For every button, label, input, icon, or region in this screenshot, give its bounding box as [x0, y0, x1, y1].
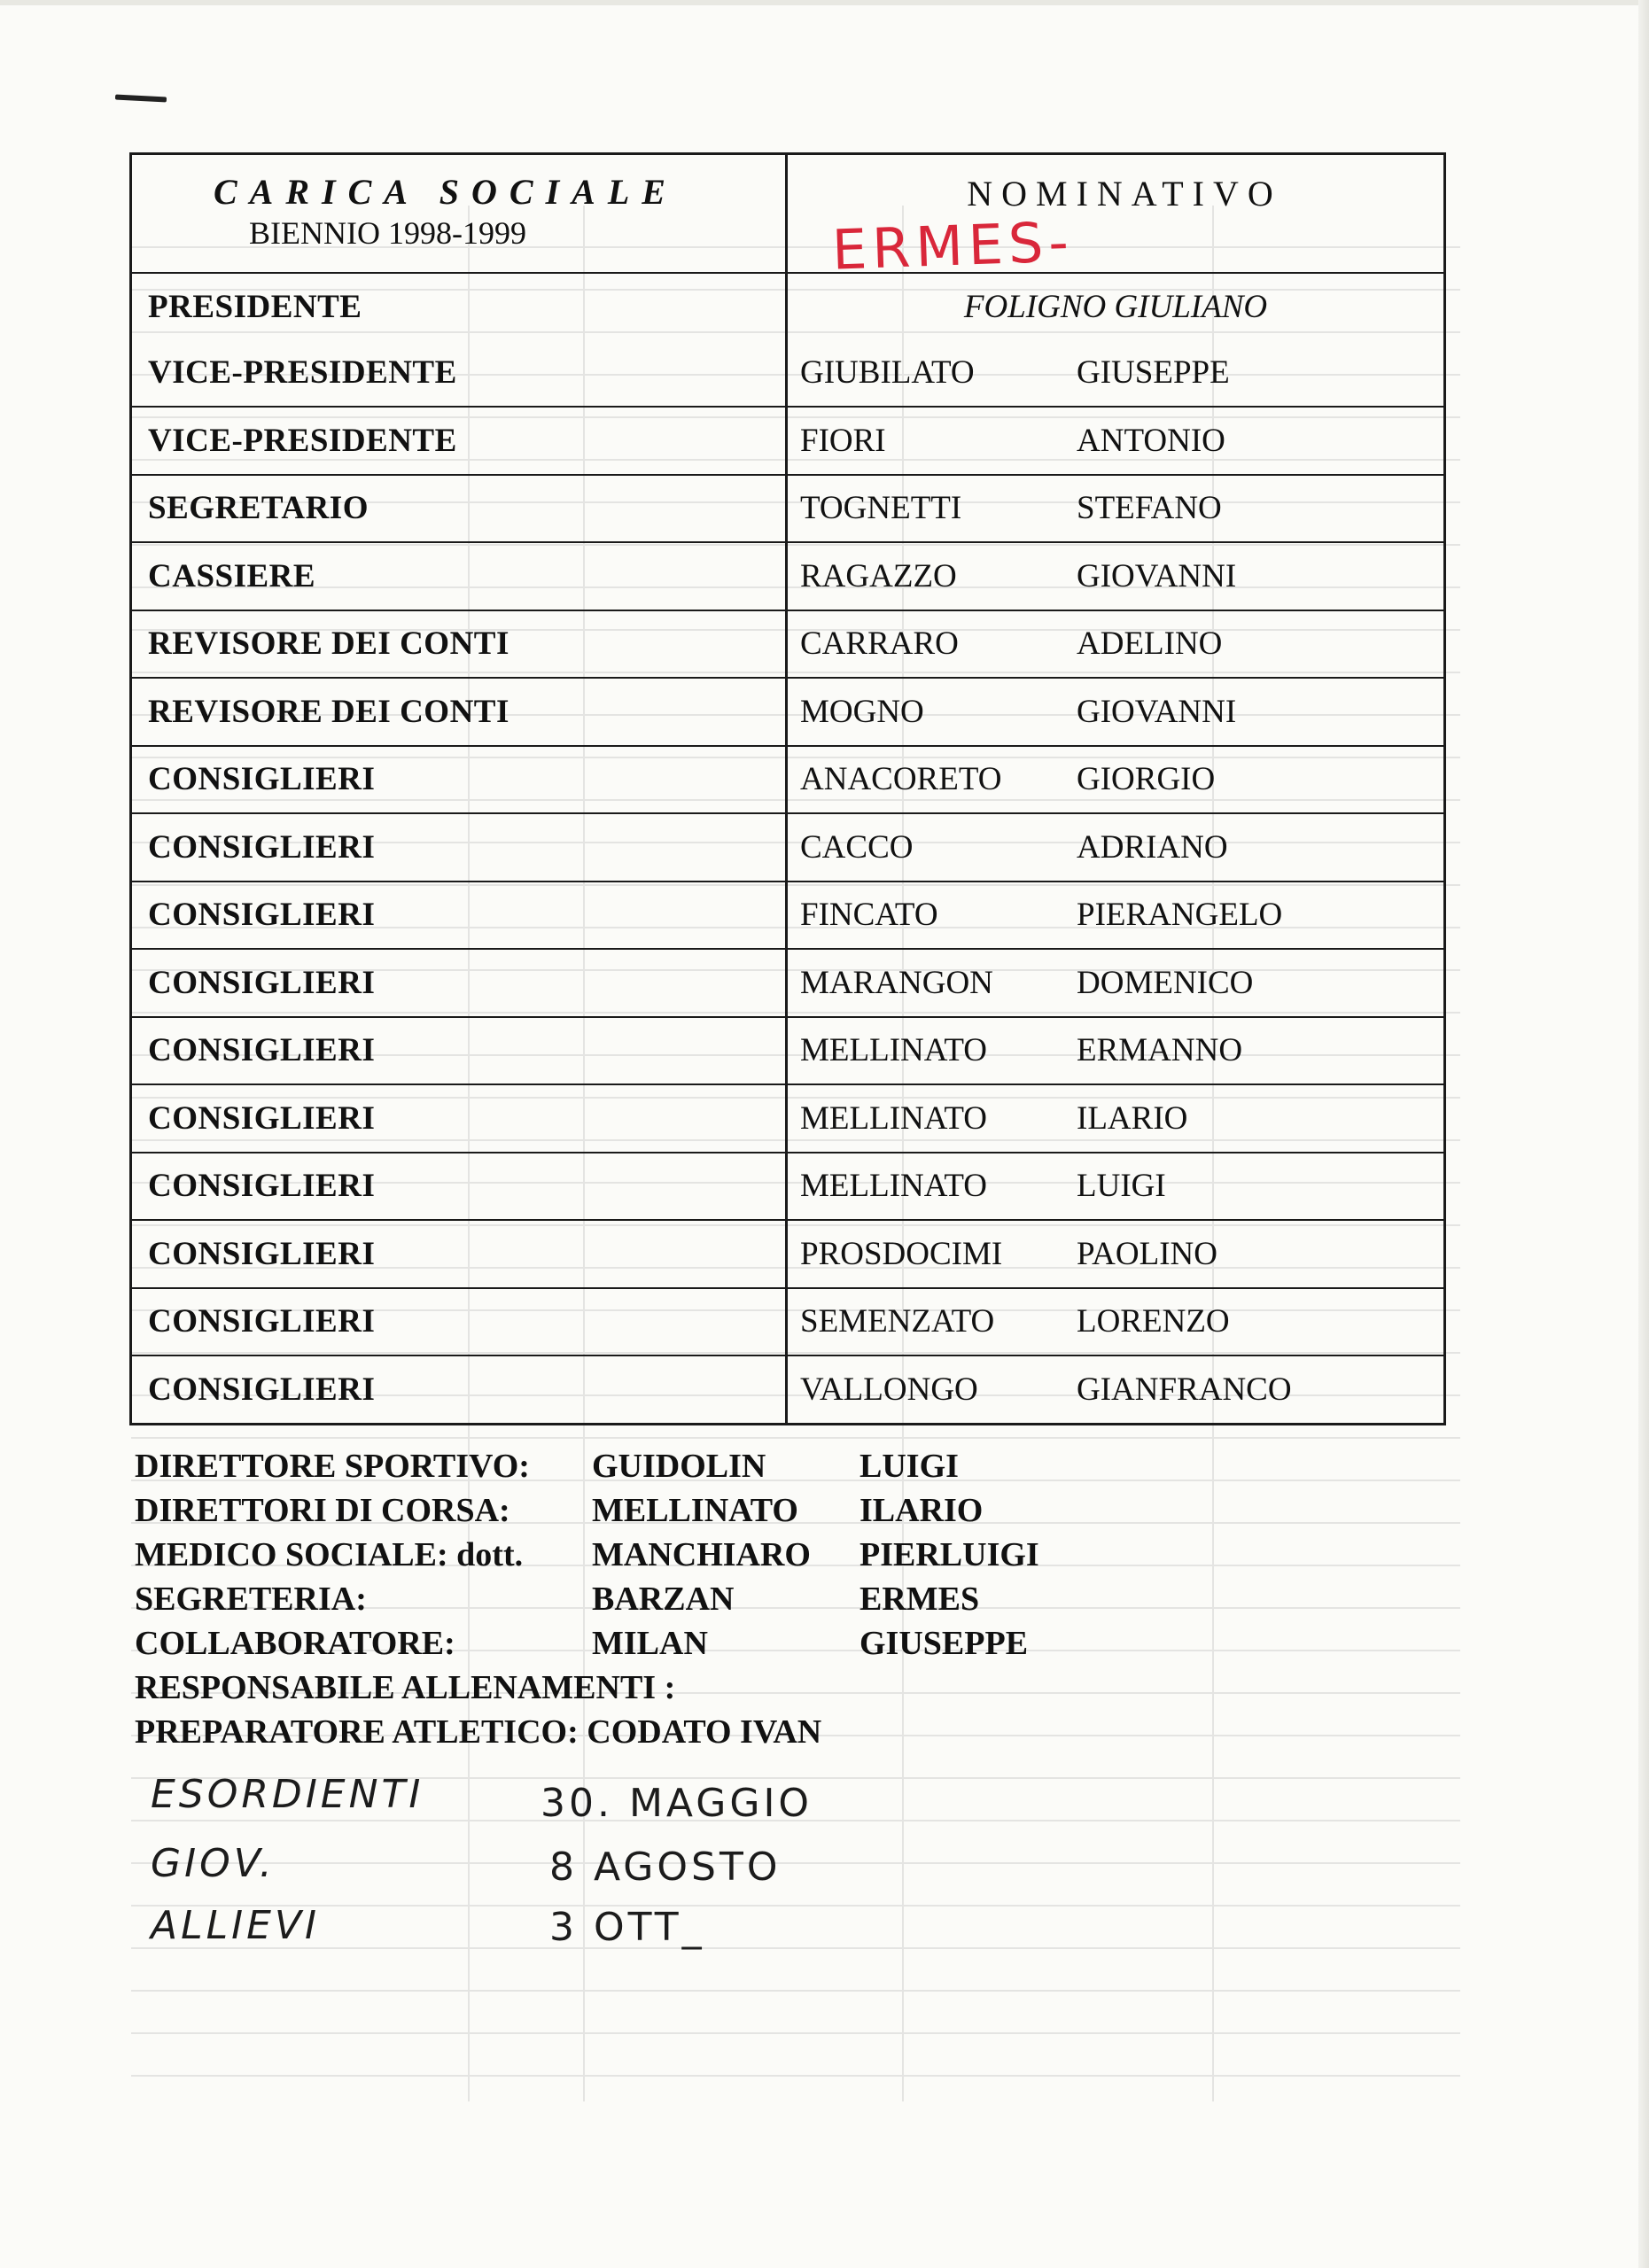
nominativo-cell	[788, 408, 1443, 474]
staff-role-label: PREPARATORE ATLETICO: CODATO IVAN	[135, 1713, 822, 1751]
first-name-text: GIORGIO	[1077, 761, 1216, 798]
nominativo-cell	[788, 476, 1443, 542]
table-row	[132, 474, 1443, 542]
surname-text: SEMENZATO	[800, 1303, 995, 1340]
surname-text: PROSDOCIMI	[800, 1235, 1003, 1272]
role-cell: CONSIGLIERI	[132, 1018, 788, 1084]
first-name-text: GIUSEPPE	[1077, 354, 1230, 392]
page-right-edge	[1638, 0, 1649, 2268]
handwritten-date: 8 AGOSTO	[549, 1845, 782, 1890]
handwritten-date: 3 OTT_	[549, 1905, 705, 1950]
first-name-text: ERMANNO	[1077, 1032, 1243, 1069]
table-row	[132, 745, 1443, 813]
pen-dash-mark	[115, 94, 167, 102]
role-cell: VICE-PRESIDENTE	[132, 340, 788, 407]
role-cell: CONSIGLIERI	[132, 814, 788, 881]
first-name-text: ADRIANO	[1077, 828, 1228, 866]
staff-surname: BARZAN	[592, 1581, 735, 1618]
surname-text: GIUBILATO	[800, 354, 975, 392]
surname-text: FIORI	[800, 422, 886, 459]
surname-text: VALLONGO	[800, 1371, 978, 1408]
table-row	[132, 1219, 1443, 1287]
nominativo-cell	[788, 747, 1443, 813]
surname-text: MARANGON	[800, 964, 993, 1001]
carica-header-cell	[132, 155, 788, 272]
staff-role-label: COLLABORATORE:	[135, 1625, 455, 1662]
nominativo-cell	[788, 950, 1443, 1016]
first-name-text: LORENZO	[1077, 1303, 1230, 1340]
staff-first-name: GIUSEPPE	[860, 1625, 1029, 1662]
table-row	[132, 1016, 1443, 1084]
nominativo-cell	[788, 679, 1443, 745]
role-cell: REVISORE DEI CONTI	[132, 679, 788, 745]
first-name-text: STEFANO	[1077, 490, 1222, 527]
handwritten-category: ESORDIENTI	[151, 1772, 424, 1817]
surname-text: CARRARO	[800, 625, 959, 663]
handwritten-category: GIOV.	[151, 1841, 276, 1886]
table-row	[132, 677, 1443, 745]
first-name-text: PIERANGELO	[1077, 897, 1283, 934]
carica-sociale-title: CARICA SOCIALE	[214, 172, 678, 212]
nominativo-cell	[788, 611, 1443, 678]
nominativo-title: NOMINATIVO	[967, 174, 1282, 214]
surname-text: MELLINATO	[800, 1168, 988, 1205]
role-cell: VICE-PRESIDENTE	[132, 408, 788, 474]
surname-text: ANACORETO	[800, 761, 1002, 798]
table-row	[132, 610, 1443, 678]
role-cell: PRESIDENTE	[132, 274, 788, 340]
table-row	[132, 881, 1443, 949]
role-cell: CONSIGLIERI	[132, 1153, 788, 1220]
handwritten-notes	[151, 1772, 948, 1967]
table-row	[132, 541, 1443, 610]
surname-text: MOGNO	[800, 693, 924, 730]
surname-text: CACCO	[800, 828, 914, 866]
role-cell: CONSIGLIERI	[132, 1289, 788, 1355]
staff-surname: MILAN	[592, 1625, 708, 1662]
nominativo-header-cell	[788, 155, 1443, 283]
surname-text: TOGNETTI	[800, 490, 962, 527]
staff-role-label: SEGRETERIA:	[135, 1581, 367, 1618]
page-top-edge	[0, 0, 1649, 5]
staff-role-label: DIRETTORE SPORTIVO:	[135, 1448, 530, 1485]
first-name-text: LUIGI	[1077, 1168, 1166, 1205]
officer-rows	[132, 340, 1443, 1423]
staff-role-label: RESPONSABILE ALLENAMENTI :	[135, 1669, 676, 1706]
nominativo-cell	[788, 1085, 1443, 1152]
table-row-president	[132, 272, 1443, 340]
nominativo-cell	[788, 1018, 1443, 1084]
table-header-row	[132, 155, 1443, 283]
nominativo-cell	[788, 340, 1443, 407]
handwritten-ermes-mark: ERMES-	[830, 209, 1075, 283]
role-cell: CONSIGLIERI	[132, 1356, 788, 1423]
first-name-text: GIOVANNI	[1077, 557, 1237, 594]
staff-surname: MELLINATO	[592, 1492, 798, 1529]
surname-text: MELLINATO	[800, 1032, 988, 1069]
table-row	[132, 1152, 1443, 1220]
first-name-text: DOMENICO	[1077, 964, 1254, 1001]
table-row	[132, 812, 1443, 881]
first-name-text: ADELINO	[1077, 625, 1223, 663]
staff-surname: MANCHIARO	[592, 1536, 811, 1573]
first-name-text: GIANFRANCO	[1077, 1371, 1292, 1408]
table-row	[132, 948, 1443, 1016]
president-name-cell: FOLIGNO GIULIANO	[963, 288, 1268, 325]
table-row	[132, 340, 1443, 407]
staff-role-label: DIRETTORI DI CORSA:	[135, 1492, 510, 1529]
table-row	[132, 406, 1443, 474]
role-cell: CONSIGLIERI	[132, 1085, 788, 1152]
first-name-text: ILARIO	[1077, 1099, 1188, 1137]
surname-text: FINCATO	[800, 897, 938, 934]
role-cell: CASSIERE	[132, 543, 788, 610]
staff-role-label: MEDICO SOCIALE: dott.	[135, 1536, 524, 1573]
staff-first-name: PIERLUIGI	[860, 1536, 1039, 1573]
handwritten-category: ALLIEVI	[151, 1903, 320, 1948]
staff-first-name: ERMES	[860, 1581, 980, 1618]
staff-first-name: ILARIO	[860, 1492, 984, 1529]
table-row	[132, 1355, 1443, 1423]
role-cell: CONSIGLIERI	[132, 1221, 788, 1287]
table-row	[132, 1084, 1443, 1152]
surname-text: MELLINATO	[800, 1099, 988, 1137]
nominativo-cell	[788, 1289, 1443, 1355]
staff-first-name: LUIGI	[860, 1448, 959, 1485]
first-name-text: PAOLINO	[1077, 1235, 1217, 1272]
nominativo-cell	[788, 543, 1443, 610]
nominativo-cell	[788, 1153, 1443, 1220]
nominativo-cell	[788, 814, 1443, 881]
first-name-text: ANTONIO	[1077, 422, 1225, 459]
nominativo-cell	[788, 1356, 1443, 1423]
nominativo-cell	[788, 882, 1443, 949]
table-row	[132, 1287, 1443, 1355]
nominativo-cell	[788, 1221, 1443, 1287]
role-cell: SEGRETARIO	[132, 476, 788, 542]
staff-surname: GUIDOLIN	[592, 1448, 766, 1485]
role-cell: CONSIGLIERI	[132, 747, 788, 813]
biennio-label: BIENNIO 1998-1999	[249, 215, 526, 251]
officers-table	[129, 152, 1446, 1425]
handwritten-date: 30. MAGGIO	[541, 1781, 813, 1826]
first-name-text: GIOVANNI	[1077, 693, 1237, 730]
role-cell: CONSIGLIERI	[132, 950, 788, 1016]
role-cell: REVISORE DEI CONTI	[132, 611, 788, 678]
role-cell: CONSIGLIERI	[132, 882, 788, 949]
surname-text: RAGAZZO	[800, 557, 957, 594]
